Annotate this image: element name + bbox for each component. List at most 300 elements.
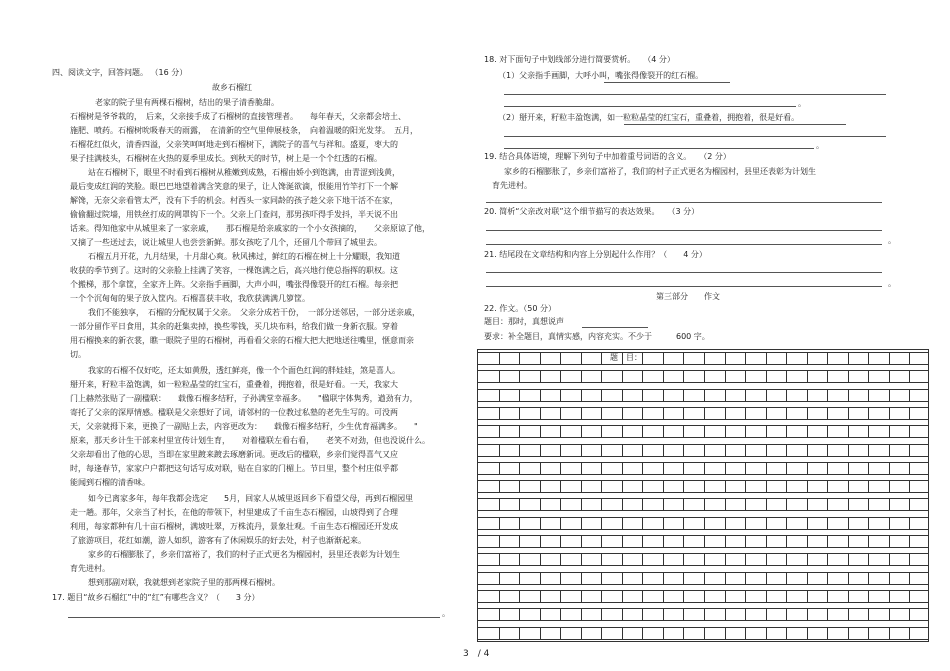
grid-cell[interactable] (499, 371, 500, 382)
grid-cell[interactable] (725, 353, 726, 364)
grid-cell[interactable] (683, 518, 684, 529)
grid-cell[interactable] (622, 408, 623, 419)
grid-cell[interactable] (540, 518, 541, 529)
grid-cell[interactable] (601, 591, 602, 602)
grid-row[interactable] (478, 517, 928, 530)
grid-cell[interactable] (889, 445, 890, 456)
grid-cell[interactable] (704, 353, 705, 364)
grid-cell[interactable] (622, 445, 623, 456)
grid-cell[interactable] (581, 554, 582, 565)
grid-cell[interactable] (909, 390, 910, 401)
grid-cell[interactable] (581, 609, 582, 620)
grid-cell[interactable] (766, 481, 767, 492)
grid-cell[interactable] (560, 408, 561, 419)
grid-cell[interactable] (683, 463, 684, 474)
grid-cell[interactable] (704, 628, 705, 639)
grid-cell[interactable] (499, 499, 500, 510)
grid-cell[interactable] (889, 499, 890, 510)
grid-cell[interactable] (704, 481, 705, 492)
grid-cell[interactable] (683, 554, 684, 565)
grid-cell[interactable] (889, 591, 890, 602)
grid-cell[interactable] (868, 536, 869, 547)
answer-line[interactable] (504, 106, 796, 107)
grid-cell[interactable] (642, 499, 643, 510)
grid-cell[interactable] (827, 573, 828, 584)
grid-cell[interactable] (499, 554, 500, 565)
grid-cell[interactable] (622, 390, 623, 401)
grid-cell[interactable] (704, 554, 705, 565)
grid-cell[interactable] (683, 499, 684, 510)
grid-cell[interactable] (766, 591, 767, 602)
grid-cell[interactable] (622, 609, 623, 620)
grid-row[interactable] (478, 444, 928, 457)
grid-cell[interactable] (909, 408, 910, 419)
grid-cell[interactable] (868, 445, 869, 456)
grid-cell[interactable] (642, 463, 643, 474)
grid-cell[interactable] (519, 481, 520, 492)
grid-cell[interactable] (601, 426, 602, 437)
grid-cell[interactable] (766, 408, 767, 419)
grid-cell[interactable] (663, 499, 664, 510)
grid-cell[interactable] (909, 628, 910, 639)
grid-cell[interactable] (786, 628, 787, 639)
grid-cell[interactable] (601, 353, 602, 364)
grid-cell[interactable] (540, 628, 541, 639)
grid-cell[interactable] (909, 353, 910, 364)
grid-cell[interactable] (766, 371, 767, 382)
grid-cell[interactable] (519, 463, 520, 474)
answer-line[interactable] (504, 148, 814, 149)
grid-cell[interactable] (827, 353, 828, 364)
grid-cell[interactable] (581, 353, 582, 364)
grid-cell[interactable] (848, 408, 849, 419)
grid-cell[interactable] (704, 499, 705, 510)
grid-cell[interactable] (704, 573, 705, 584)
grid-cell[interactable] (786, 463, 787, 474)
grid-cell[interactable] (622, 591, 623, 602)
grid-cell[interactable] (499, 481, 500, 492)
grid-cell[interactable] (786, 408, 787, 419)
grid-cell[interactable] (601, 371, 602, 382)
grid-cell[interactable] (499, 463, 500, 474)
grid-cell[interactable] (519, 554, 520, 565)
grid-cell[interactable] (622, 518, 623, 529)
grid-cell[interactable] (725, 573, 726, 584)
grid-cell[interactable] (889, 628, 890, 639)
grid-cell[interactable] (683, 390, 684, 401)
grid-cell[interactable] (540, 390, 541, 401)
grid-cell[interactable] (663, 573, 664, 584)
grid-cell[interactable] (868, 481, 869, 492)
grid-cell[interactable] (745, 518, 746, 529)
grid-cell[interactable] (560, 554, 561, 565)
grid-cell[interactable] (519, 628, 520, 639)
grid-cell[interactable] (745, 353, 746, 364)
grid-cell[interactable] (909, 499, 910, 510)
grid-cell[interactable] (683, 628, 684, 639)
grid-cell[interactable] (622, 371, 623, 382)
grid-cell[interactable] (786, 573, 787, 584)
grid-cell[interactable] (581, 408, 582, 419)
grid-row[interactable] (478, 462, 928, 475)
grid-cell[interactable] (725, 609, 726, 620)
grid-cell[interactable] (725, 628, 726, 639)
grid-cell[interactable] (704, 609, 705, 620)
grid-cell[interactable] (848, 609, 849, 620)
grid-cell[interactable] (725, 591, 726, 602)
grid-cell[interactable] (745, 591, 746, 602)
grid-cell[interactable] (601, 518, 602, 529)
grid-cell[interactable] (766, 536, 767, 547)
grid-cell[interactable] (848, 371, 849, 382)
grid-cell[interactable] (581, 481, 582, 492)
grid-cell[interactable] (889, 426, 890, 437)
grid-row[interactable] (478, 407, 928, 420)
grid-row[interactable] (478, 553, 928, 566)
grid-cell[interactable] (909, 591, 910, 602)
grid-cell[interactable] (745, 499, 746, 510)
grid-cell[interactable] (642, 628, 643, 639)
grid-cell[interactable] (827, 536, 828, 547)
grid-cell[interactable] (560, 499, 561, 510)
grid-cell[interactable] (745, 573, 746, 584)
grid-cell[interactable] (683, 536, 684, 547)
grid-cell[interactable] (725, 445, 726, 456)
grid-cell[interactable] (704, 445, 705, 456)
grid-cell[interactable] (519, 499, 520, 510)
grid-cell[interactable] (745, 408, 746, 419)
grid-cell[interactable] (622, 628, 623, 639)
answer-line[interactable] (504, 136, 886, 137)
grid-cell[interactable] (519, 445, 520, 456)
grid-cell[interactable] (663, 481, 664, 492)
grid-cell[interactable] (540, 408, 541, 419)
grid-cell[interactable] (827, 499, 828, 510)
grid-cell[interactable] (725, 463, 726, 474)
grid-cell[interactable] (725, 390, 726, 401)
grid-cell[interactable] (601, 390, 602, 401)
answer-line[interactable] (486, 230, 882, 231)
grid-cell[interactable] (786, 390, 787, 401)
grid-cell[interactable] (827, 628, 828, 639)
grid-cell[interactable] (540, 426, 541, 437)
grid-cell[interactable] (848, 463, 849, 474)
grid-cell[interactable] (519, 591, 520, 602)
grid-cell[interactable] (909, 481, 910, 492)
grid-cell[interactable] (601, 628, 602, 639)
grid-cell[interactable] (745, 554, 746, 565)
grid-cell[interactable] (581, 426, 582, 437)
grid-cell[interactable] (786, 353, 787, 364)
grid-cell[interactable] (745, 609, 746, 620)
grid-cell[interactable] (704, 591, 705, 602)
grid-cell[interactable] (704, 536, 705, 547)
grid-cell[interactable] (499, 591, 500, 602)
grid-cell[interactable] (848, 445, 849, 456)
grid-cell[interactable] (909, 573, 910, 584)
grid-cell[interactable] (560, 536, 561, 547)
grid-cell[interactable] (868, 591, 869, 602)
grid-cell[interactable] (807, 426, 808, 437)
grid-cell[interactable] (889, 371, 890, 382)
grid-cell[interactable] (807, 353, 808, 364)
grid-cell[interactable] (581, 628, 582, 639)
grid-cell[interactable] (581, 518, 582, 529)
grid-cell[interactable] (601, 408, 602, 419)
grid-cell[interactable] (683, 371, 684, 382)
grid-cell[interactable] (889, 518, 890, 529)
grid-cell[interactable] (663, 445, 664, 456)
answer-line[interactable] (504, 94, 886, 95)
grid-cell[interactable] (745, 463, 746, 474)
grid-cell[interactable] (540, 463, 541, 474)
grid-cell[interactable] (519, 426, 520, 437)
grid-cell[interactable] (581, 463, 582, 474)
grid-cell[interactable] (848, 426, 849, 437)
grid-cell[interactable] (745, 390, 746, 401)
grid-cell[interactable] (786, 426, 787, 437)
grid-cell[interactable] (725, 518, 726, 529)
grid-cell[interactable] (663, 609, 664, 620)
grid-cell[interactable] (807, 554, 808, 565)
grid-cell[interactable] (540, 481, 541, 492)
grid-cell[interactable] (601, 609, 602, 620)
grid-cell[interactable] (601, 554, 602, 565)
grid-cell[interactable] (663, 408, 664, 419)
grid-cell[interactable] (704, 390, 705, 401)
grid-cell[interactable] (519, 371, 520, 382)
grid-cell[interactable] (868, 609, 869, 620)
grid-cell[interactable] (909, 554, 910, 565)
grid-cell[interactable] (766, 518, 767, 529)
grid-cell[interactable] (807, 408, 808, 419)
grid-cell[interactable] (540, 353, 541, 364)
grid-cell[interactable] (725, 481, 726, 492)
grid-cell[interactable] (499, 353, 500, 364)
grid-cell[interactable] (601, 463, 602, 474)
grid-cell[interactable] (560, 445, 561, 456)
grid-cell[interactable] (827, 445, 828, 456)
grid-cell[interactable] (560, 628, 561, 639)
grid-cell[interactable] (642, 445, 643, 456)
grid-cell[interactable] (766, 390, 767, 401)
grid-cell[interactable] (745, 481, 746, 492)
grid-cell[interactable] (848, 353, 849, 364)
grid-cell[interactable] (663, 628, 664, 639)
grid-cell[interactable] (725, 499, 726, 510)
answer-line[interactable] (486, 202, 882, 203)
grid-cell[interactable] (807, 591, 808, 602)
answer-line[interactable] (486, 272, 882, 273)
grid-cell[interactable] (519, 518, 520, 529)
grid-cell[interactable] (519, 609, 520, 620)
grid-cell[interactable] (827, 408, 828, 419)
grid-cell[interactable] (868, 628, 869, 639)
grid-cell[interactable] (889, 536, 890, 547)
grid-cell[interactable] (622, 481, 623, 492)
grid-cell[interactable] (868, 390, 869, 401)
grid-row[interactable] (478, 608, 928, 621)
grid-cell[interactable] (560, 371, 561, 382)
grid-cell[interactable] (766, 426, 767, 437)
grid-cell[interactable] (499, 573, 500, 584)
grid-cell[interactable] (909, 536, 910, 547)
grid-cell[interactable] (889, 481, 890, 492)
grid-cell[interactable] (704, 408, 705, 419)
grid-cell[interactable] (519, 408, 520, 419)
grid-cell[interactable] (560, 481, 561, 492)
grid-cell[interactable] (663, 353, 664, 364)
grid-cell[interactable] (560, 463, 561, 474)
grid-cell[interactable] (540, 445, 541, 456)
grid-cell[interactable] (827, 481, 828, 492)
grid-cell[interactable] (540, 609, 541, 620)
grid-cell[interactable] (909, 426, 910, 437)
grid-cell[interactable] (601, 573, 602, 584)
grid-cell[interactable] (807, 499, 808, 510)
grid-cell[interactable] (807, 573, 808, 584)
grid-cell[interactable] (540, 371, 541, 382)
grid-cell[interactable] (683, 408, 684, 419)
grid-cell[interactable] (683, 445, 684, 456)
grid-cell[interactable] (540, 591, 541, 602)
grid-cell[interactable] (807, 445, 808, 456)
grid-cell[interactable] (622, 573, 623, 584)
grid-cell[interactable] (786, 554, 787, 565)
grid-cell[interactable] (540, 499, 541, 510)
grid-cell[interactable] (581, 591, 582, 602)
grid-cell[interactable] (642, 518, 643, 529)
grid-cell[interactable] (889, 390, 890, 401)
grid-cell[interactable] (560, 518, 561, 529)
grid-cell[interactable] (745, 445, 746, 456)
grid-cell[interactable] (909, 518, 910, 529)
grid-cell[interactable] (499, 408, 500, 419)
grid-cell[interactable] (601, 536, 602, 547)
grid-cell[interactable] (540, 536, 541, 547)
grid-cell[interactable] (766, 353, 767, 364)
grid-cell[interactable] (519, 390, 520, 401)
grid-cell[interactable] (560, 591, 561, 602)
grid-cell[interactable] (868, 463, 869, 474)
grid-cell[interactable] (745, 371, 746, 382)
grid-cell[interactable] (827, 591, 828, 602)
grid-cell[interactable] (663, 390, 664, 401)
grid-cell[interactable] (560, 390, 561, 401)
grid-cell[interactable] (766, 554, 767, 565)
grid-cell[interactable] (827, 609, 828, 620)
answer-line[interactable] (486, 244, 882, 245)
grid-cell[interactable] (786, 591, 787, 602)
grid-cell[interactable] (827, 463, 828, 474)
grid-cell[interactable] (786, 371, 787, 382)
grid-cell[interactable] (868, 426, 869, 437)
grid-cell[interactable] (889, 408, 890, 419)
grid-cell[interactable] (663, 463, 664, 474)
grid-cell[interactable] (642, 554, 643, 565)
grid-cell[interactable] (642, 573, 643, 584)
grid-cell[interactable] (725, 426, 726, 437)
grid-cell[interactable] (642, 353, 643, 364)
grid-cell[interactable] (827, 390, 828, 401)
grid-cell[interactable] (848, 554, 849, 565)
grid-cell[interactable] (868, 554, 869, 565)
grid-cell[interactable] (848, 536, 849, 547)
grid-cell[interactable] (560, 609, 561, 620)
grid-cell[interactable] (622, 426, 623, 437)
grid-row[interactable] (478, 425, 928, 438)
grid-cell[interactable] (622, 463, 623, 474)
grid-cell[interactable] (909, 609, 910, 620)
grid-cell[interactable] (581, 536, 582, 547)
grid-cell[interactable] (683, 573, 684, 584)
grid-cell[interactable] (766, 573, 767, 584)
grid-cell[interactable] (683, 609, 684, 620)
grid-cell[interactable] (807, 463, 808, 474)
grid-cell[interactable] (560, 426, 561, 437)
grid-cell[interactable] (807, 518, 808, 529)
grid-cell[interactable] (601, 445, 602, 456)
grid-cell[interactable] (642, 408, 643, 419)
grid-row[interactable] (478, 480, 928, 493)
grid-cell[interactable] (807, 390, 808, 401)
grid-cell[interactable] (642, 426, 643, 437)
grid-cell[interactable] (560, 573, 561, 584)
grid-cell[interactable] (725, 536, 726, 547)
grid-cell[interactable] (786, 481, 787, 492)
grid-row[interactable] (478, 535, 928, 548)
writing-grid[interactable] (477, 349, 929, 642)
grid-cell[interactable] (827, 371, 828, 382)
grid-cell[interactable] (786, 518, 787, 529)
grid-cell[interactable] (622, 499, 623, 510)
grid-cell[interactable] (499, 628, 500, 639)
grid-cell[interactable] (807, 609, 808, 620)
grid-cell[interactable] (889, 554, 890, 565)
grid-cell[interactable] (581, 573, 582, 584)
grid-cell[interactable] (807, 481, 808, 492)
grid-cell[interactable] (807, 371, 808, 382)
grid-cell[interactable] (889, 573, 890, 584)
grid-row[interactable] (478, 389, 928, 402)
grid-cell[interactable] (848, 499, 849, 510)
grid-cell[interactable] (848, 591, 849, 602)
grid-cell[interactable] (601, 499, 602, 510)
answer-line[interactable] (68, 617, 440, 618)
grid-cell[interactable] (725, 371, 726, 382)
grid-cell[interactable] (642, 609, 643, 620)
grid-cell[interactable] (581, 371, 582, 382)
grid-cell[interactable] (725, 554, 726, 565)
grid-cell[interactable] (499, 536, 500, 547)
grid-cell[interactable] (786, 609, 787, 620)
grid-cell[interactable] (909, 463, 910, 474)
grid-cell[interactable] (704, 371, 705, 382)
grid-cell[interactable] (848, 628, 849, 639)
grid-cell[interactable] (868, 573, 869, 584)
grid-cell[interactable] (519, 536, 520, 547)
grid-row[interactable] (478, 627, 928, 640)
grid-cell[interactable] (704, 426, 705, 437)
grid-cell[interactable] (642, 371, 643, 382)
grid-cell[interactable] (642, 591, 643, 602)
grid-cell[interactable] (745, 536, 746, 547)
grid-cell[interactable] (499, 445, 500, 456)
grid-cell[interactable] (663, 554, 664, 565)
grid-cell[interactable] (601, 481, 602, 492)
grid-cell[interactable] (499, 426, 500, 437)
grid-cell[interactable] (663, 536, 664, 547)
